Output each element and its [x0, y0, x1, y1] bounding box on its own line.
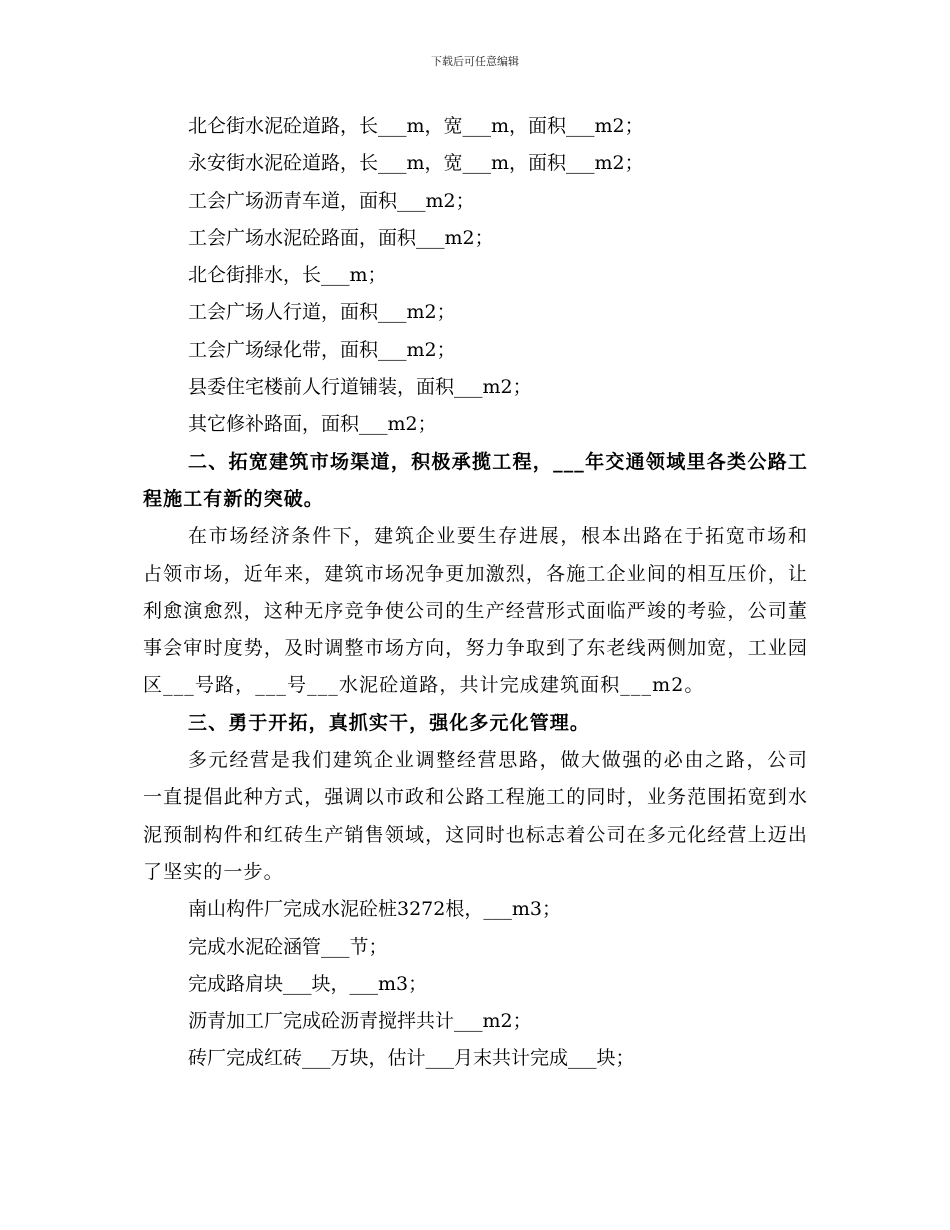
project-list-1: [143, 108, 808, 444]
list-item: 北仑街排水，长___m；: [188, 264, 387, 287]
list-item: 工会广场绿化带，面积___m2；: [188, 338, 456, 361]
section-3-heading: 三、勇于开拓，真抓实干，强化多元化管理。: [188, 711, 591, 734]
list-item: 砖厂完成红砖___万块，估计___月末共计完成___块；: [188, 1047, 635, 1070]
page-header: 下载后可任意编辑: [431, 55, 519, 68]
document-body: [143, 108, 808, 1078]
section-3-paragraph: 多元经营是我们建筑企业调整经营思路，做大做强的必由之路，公司一直提倡此种方式，强调以市政和公路工程施工的同时，业务范围拓宽到水泥预制构件和红砖生产销售领域，这同时也标志着公司在多元化经营上迈出了坚实的一步。: [143, 749, 808, 883]
section-2-paragraph: 在市场经济条件下，建筑企业要生存进展，根本出路在于拓宽市场和占领市场，近年来，建筑市场况争更加激烈，各施工企业间的相互压价，让利愈演愈烈，这种无序竞争使公司的生产经营形式面临严竣的考验，公司董事会审时度势，及时调整市场方向，努力争取到了东老线两侧加宽，工业园区___号路，___号___水泥砼道路，共计完成建筑面积___m2。: [143, 525, 808, 697]
list-item: 南山构件厂完成水泥砼桩3272根，___m3；: [188, 898, 561, 921]
project-list-2: [143, 891, 808, 1077]
list-item: 工会广场水泥砼路面，面积___m2；: [188, 226, 494, 249]
list-item: 工会广场沥青车道，面积___m2；: [188, 189, 475, 212]
list-item: 工会广场人行道，面积___m2；: [188, 301, 456, 324]
list-item: 完成水泥砼涵管___节；: [188, 935, 388, 958]
list-item: 永安街水泥砼道路，长___m，宽___m，面积___m2；: [188, 152, 644, 175]
section-2-heading: 二、拓宽建筑市场渠道，积极承揽工程，___年交通领域里各类公路工程施工有新的突破。: [143, 450, 808, 510]
list-item: 沥青加工厂完成砼沥青搅拌共计___m2；: [188, 1010, 532, 1033]
list-item: 其它修补路面，面积___m2；: [188, 413, 437, 436]
list-item: 县委住宅楼前人行道铺装，面积___m2；: [188, 376, 532, 399]
list-item: 完成路肩块___块，___m3；: [188, 972, 428, 995]
list-item: 北仑街水泥砼道路，长___m，宽___m，面积___m2；: [188, 115, 644, 137]
